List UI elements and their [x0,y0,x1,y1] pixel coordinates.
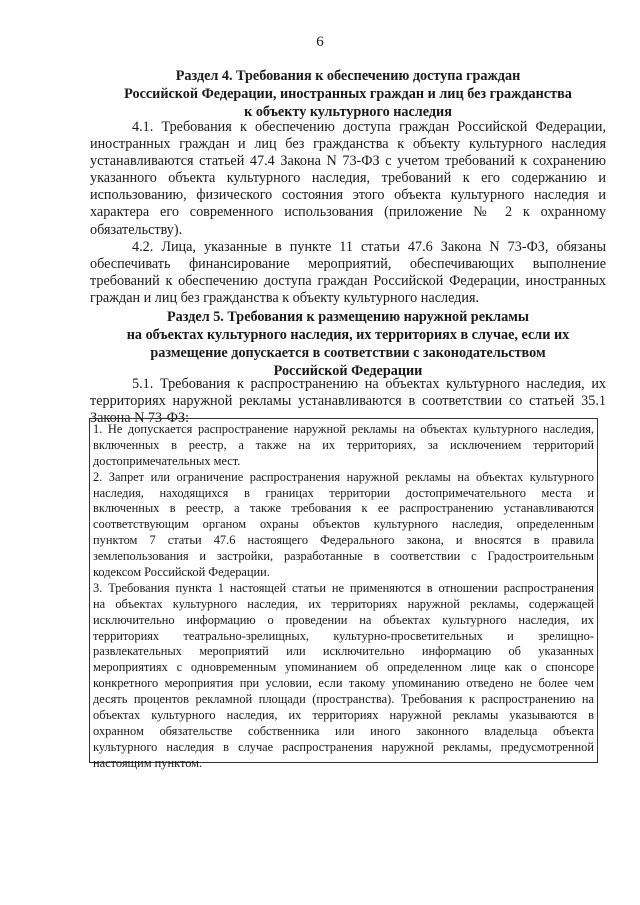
box-line: охранном обязательстве собственника или иного законного владельца объекта [93,723,594,738]
box-line: развлекательных мероприятий или исключительно информацию об указанных [93,644,594,659]
text-line: 5.1. Требования к распространению на объектах культурного наследия, их [132,376,606,392]
text-line: 4.2. Лица, указанные в пункте 11 статьи 47.6 Закона N 73-ФЗ, обязаны [132,239,606,255]
paragraph-4-2 [90,239,606,307]
section-4-heading [90,67,606,121]
text-line: использованию, физического состояния этого объекта культурного наследия и [90,187,606,204]
heading-line: к объекту культурного наследия [244,104,452,120]
box-line: культурного наследия в случае распространения наружной рекламы, предусмотренной [93,739,594,754]
section-5-heading [90,308,606,380]
box-line: мероприятиях с одновременным упоминанием об определенном лице как о спонсоре [93,660,594,675]
heading-line: Российской Федерации [273,363,423,379]
text-line: устанавливаются статьей 47.4 Закона N 73-ФЗ с учетом требований к сохранению [90,153,606,170]
box-line: объектах культурного наследия, их территориях наружной рекламы указываются в [93,708,594,723]
text-line: указанного объекта культурного наследия, требований к его содержанию и [90,170,606,187]
text-line: граждан и лиц без гражданства к объекту культурного наследия. [90,290,480,307]
text-line: 4.1. Требования к обеспечению доступа граждан Российской Федерации, [132,119,606,135]
text-line: территориях наружной рекламы устанавливаются в соответствии со статьей 35.1 [90,393,606,410]
box-line: десять процентов рекламной площади (пространства). Требования к распространению на [93,692,594,707]
box-line: 3. Требования пункта 1 настоящей статьи не применяются в отношении распространения [93,580,594,595]
box-line: исключительно информацию о проведении на объектах культурного наследия, их [93,612,594,627]
heading-line: на объектах культурного наследия, их территориях в случае, если их [126,327,570,343]
text-line: обязательству). [90,221,183,238]
box-line: наследия, находящихся в границах территории достопримечательного места и [93,485,594,500]
box-line: настоящим пунктом. [93,755,203,770]
box-line: 1. Не допускается распространение наружной рекламы на объектах культурного наследия, [93,422,594,436]
box-line: 2. Запрет или ограничение распространения наружной рекламы на объектах культурного [93,469,594,484]
text-line: требований к обеспечению доступа граждан Российской Федерации, иностранных [90,273,606,290]
box-line: включенных в реестр, а также на их территориях, за исключением территорий [93,437,594,452]
page-number: 6 [316,34,324,50]
box-line: пунктом 7 статьи 47.6 настоящего Федерального закона, и вносятся в правила [93,533,594,548]
box-line: землепользования и застройки, разработанные в соответствии с Градостроительным [93,549,594,564]
paragraph-4-1 [90,119,606,239]
law-excerpt-box [89,418,598,770]
box-line: достопримечательных мест. [93,453,241,468]
heading-line: размещение допускается в соответствии с законодательством [150,345,546,361]
box-line: конкретного мероприятия при условии, если такому упоминанию отведено не более чем [93,676,594,691]
box-line: кодексом Российской Федерации. [93,565,270,580]
box-line: включенных в реестр, а также требования к ее распространению устанавливаются [93,501,594,516]
text-line: обеспечивать финансирование мероприятий, обеспечивающих выполнение [90,256,606,273]
text-line: иностранных граждан и лиц без гражданства к объекту культурного наследия [90,136,606,153]
box-line: территориях театрально-зрелищных, культурно-просветительных и зрелищно- [93,628,594,643]
box-line: на объектах культурного наследия, их территориях наружной рекламы, содержащей [93,596,594,611]
text-line: Закона N 73-ФЗ: [90,410,190,427]
text-line: характера его современного использования (приложение № 2 к охранному [90,204,606,221]
box-line: соответствующим органом охраны объектов культурного наследия, определенным [93,517,594,532]
heading-line: Российской Федерации, иностранных граждан и лиц без гражданства [124,86,572,102]
heading-line: Раздел 4. Требования к обеспечению доступа граждан [175,68,521,84]
heading-line: Раздел 5. Требования к размещению наружной рекламы [167,309,529,325]
